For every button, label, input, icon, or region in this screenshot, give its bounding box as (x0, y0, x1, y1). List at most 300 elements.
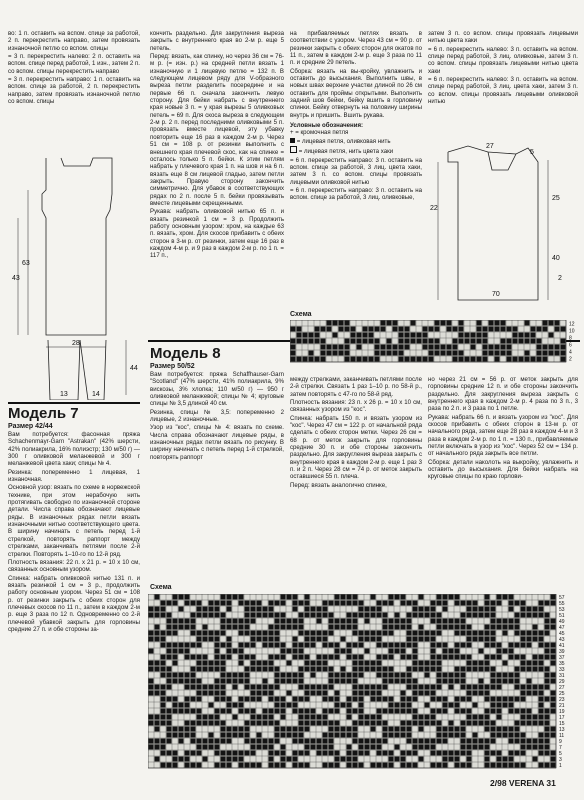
stitch-cell (521, 685, 526, 690)
stitch-cell (473, 613, 478, 618)
stitch-cell (275, 733, 280, 738)
stitch-cell (429, 327, 434, 332)
stitch-cell (251, 721, 256, 726)
stitch-cell (395, 679, 400, 684)
stitch-cell (431, 763, 436, 768)
stitch-cell (551, 703, 556, 708)
stitch-cell (179, 607, 184, 612)
stitch-cell (185, 619, 190, 624)
stitch-cell (417, 339, 422, 344)
stitch-cell (515, 631, 520, 636)
stitch-cell (173, 679, 178, 684)
row-number-label: 27 (559, 685, 565, 691)
stitch-cell (491, 667, 496, 672)
stitch-cell (431, 721, 436, 726)
stitch-cell (317, 691, 322, 696)
stitch-cell (275, 637, 280, 642)
stitch-cell (479, 667, 484, 672)
stitch-cell (491, 727, 496, 732)
stitch-cell (173, 709, 178, 714)
stitch-cell (389, 625, 394, 630)
stitch-cell (561, 357, 566, 362)
stitch-cell (555, 327, 560, 332)
stitch-cell (425, 691, 430, 696)
stitch-cell (221, 697, 226, 702)
stitch-cell (389, 757, 394, 762)
dimension-label: 70 (492, 291, 500, 298)
stitch-cell (215, 613, 220, 618)
stitch-cell (473, 691, 478, 696)
stitch-cell (269, 613, 274, 618)
stitch-cell (473, 661, 478, 666)
stitch-cell (251, 601, 256, 606)
stitch-cell (411, 339, 416, 344)
stitch-cell (389, 619, 394, 624)
stitch-cell (167, 739, 172, 744)
stitch-cell (251, 745, 256, 750)
stitch-cell (437, 739, 442, 744)
stitch-cell (365, 607, 370, 612)
stitch-cell (465, 357, 470, 362)
stitch-cell (329, 709, 334, 714)
stitch-cell (437, 655, 442, 660)
stitch-cell (377, 631, 382, 636)
stitch-cell (287, 679, 292, 684)
stitch-cell (437, 733, 442, 738)
row-number-label: 49 (559, 619, 565, 625)
stitch-cell (305, 613, 310, 618)
stitch-cell (437, 685, 442, 690)
stitch-cell (405, 327, 410, 332)
stitch-cell (233, 685, 238, 690)
stitch-cell (485, 691, 490, 696)
stitch-cell (203, 721, 208, 726)
stitch-cell (345, 345, 350, 350)
stitch-cell (431, 739, 436, 744)
stitch-cell (359, 697, 364, 702)
stitch-cell (359, 661, 364, 666)
stitch-cell (401, 679, 406, 684)
stitch-cell (461, 751, 466, 756)
stitch-cell (443, 751, 448, 756)
stitch-cell (407, 667, 412, 672)
stitch-cell (329, 733, 334, 738)
stitch-cell (419, 613, 424, 618)
stitch-cell (365, 691, 370, 696)
stitch-cell (305, 727, 310, 732)
stitch-cell (521, 691, 526, 696)
stitch-cell (179, 643, 184, 648)
stitch-cell (269, 721, 274, 726)
stitch-cell (411, 321, 416, 326)
stitch-cell (461, 697, 466, 702)
stitch-cell (303, 357, 308, 362)
stitch-cell (299, 685, 304, 690)
model7-section (8, 406, 140, 634)
stitch-cell (471, 345, 476, 350)
stitch-cell (185, 595, 190, 600)
stitch-cell (431, 751, 436, 756)
stitch-cell (453, 357, 458, 362)
stitch-cell (459, 327, 464, 332)
stitch-cell (329, 727, 334, 732)
stitch-cell (525, 339, 530, 344)
stitch-cell (197, 679, 202, 684)
stitch-cell (533, 691, 538, 696)
stitch-cell (167, 613, 172, 618)
stitch-cell (149, 691, 154, 696)
stitch-cell (185, 763, 190, 768)
stitch-cell (155, 661, 160, 666)
stitch-cell (509, 649, 514, 654)
stitch-cell (525, 357, 530, 362)
stitch-cell (269, 745, 274, 750)
stitch-cell (269, 739, 274, 744)
stitch-cell (401, 625, 406, 630)
stitch-cell (209, 715, 214, 720)
stitch-cell (423, 339, 428, 344)
stitch-cell (227, 595, 232, 600)
stitch-cell (413, 649, 418, 654)
dimension-label: 5 (530, 149, 534, 156)
stitch-cell (363, 327, 368, 332)
stitch-cell (333, 345, 338, 350)
stitch-cell (197, 613, 202, 618)
stitch-cell (561, 339, 566, 344)
stitch-cell (377, 691, 382, 696)
stitch-cell (545, 763, 550, 768)
stitch-cell (191, 733, 196, 738)
stitch-cell (473, 739, 478, 744)
stitch-cell (395, 595, 400, 600)
stitch-cell (491, 709, 496, 714)
stitch-cell (533, 667, 538, 672)
stitch-cell (215, 607, 220, 612)
stitch-cell (353, 679, 358, 684)
stitch-cell (411, 357, 416, 362)
stitch-cell (221, 619, 226, 624)
stitch-cell (155, 607, 160, 612)
stitch-cell (521, 763, 526, 768)
stitch-cell (389, 655, 394, 660)
stitch-cell (513, 333, 518, 338)
stitch-cell (239, 751, 244, 756)
stitch-cell (275, 763, 280, 768)
stitch-cell (407, 721, 412, 726)
stitch-cell (335, 601, 340, 606)
stitch-cell (185, 709, 190, 714)
stitch-cell (215, 691, 220, 696)
stitch-cell (497, 709, 502, 714)
stitch-cell (209, 667, 214, 672)
stitch-cell (407, 727, 412, 732)
stitch-cell (227, 727, 232, 732)
stitch-cell (413, 679, 418, 684)
stitch-cell (431, 601, 436, 606)
stitch-cell (233, 733, 238, 738)
stitch-cell (393, 321, 398, 326)
stitch-cell (329, 613, 334, 618)
stitch-cell (419, 739, 424, 744)
stitch-cell (191, 685, 196, 690)
stitch-cell (413, 763, 418, 768)
stitch-cell (489, 327, 494, 332)
stitch-cell (437, 601, 442, 606)
stitch-cell (539, 739, 544, 744)
stitch-cell (443, 757, 448, 762)
stitch-cell (419, 667, 424, 672)
stitch-cell (371, 715, 376, 720)
stitch-cell (155, 667, 160, 672)
stitch-cell (455, 601, 460, 606)
stitch-cell (365, 661, 370, 666)
stitch-cell (509, 643, 514, 648)
stitch-cell (191, 763, 196, 768)
stitch-cell (281, 697, 286, 702)
stitch-cell (173, 763, 178, 768)
stitch-cell (365, 649, 370, 654)
stitch-cell (227, 697, 232, 702)
stitch-cell (329, 763, 334, 768)
stitch-cell (507, 357, 512, 362)
stitch-cell (281, 655, 286, 660)
stitch-cell (521, 715, 526, 720)
stitch-cell (437, 619, 442, 624)
stitch-cell (539, 697, 544, 702)
stitch-cell (215, 679, 220, 684)
stitch-cell (473, 667, 478, 672)
stitch-cell (167, 733, 172, 738)
stitch-cell (461, 619, 466, 624)
stitch-cell (221, 679, 226, 684)
stitch-cell (359, 685, 364, 690)
stitch-cell (447, 345, 452, 350)
stitch-cell (233, 715, 238, 720)
paragraph: Перед: вязать, как спинку, но через 36 см = 76-м р. (= изн. р.) на средней петли вязать 1 изнаночную и 1 лицевую петлю = 132 п. В следующем лицевом ряду для V-образного выреза петли разделить посередине и на первые 66 п. сначала закончить левую сторону. Для бейки набрать с внутреннего края новые 3 п. = у края вырезы 5 оливковых петель = 69 п. Для скоса выреза в следующем 2-м р. 2 п. перед последними оливковыми 5 п. провязать вместе лицевой, эту убавку повторить еще 16 раз в каждом 2-м р. Через 51 см = 108 р. от резинки выполнить с внешнего края плечевой скос, как на спинке = осталось только 5 п. бейки. К этим петлям набрать у плечевого края 1 п. на шов и на 6 п. вязать еще 8 см лицевой гладью, затем петли закрыть. Правую сторону закончить симметрично. Для убавок в соответствующих рядах по 2 п. после 5 п. бейки провязывать вместе лицевыми скрещенными. (150, 53, 284, 207)
stitch-cell (497, 685, 502, 690)
stitch-cell (461, 739, 466, 744)
stitch-cell (155, 745, 160, 750)
stitch-cell (263, 721, 268, 726)
stitch-cell (521, 601, 526, 606)
stitch-cell (383, 709, 388, 714)
stitch-cell (245, 721, 250, 726)
stitch-cell (185, 649, 190, 654)
stitch-cell (239, 661, 244, 666)
stitch-cell (263, 691, 268, 696)
stitch-cell (149, 679, 154, 684)
stitch-cell (251, 613, 256, 618)
stitch-cell (501, 339, 506, 344)
stitch-cell (369, 333, 374, 338)
stitch-cell (425, 739, 430, 744)
stitch-cell (401, 727, 406, 732)
stitch-cell (491, 631, 496, 636)
stitch-cell (447, 327, 452, 332)
stitch-cell (275, 619, 280, 624)
stitch-cell (161, 721, 166, 726)
stitch-cell (527, 691, 532, 696)
stitch-cell (299, 739, 304, 744)
stitch-cell (503, 619, 508, 624)
stitch-cell (401, 619, 406, 624)
stitch-cell (467, 763, 472, 768)
stitch-cell (461, 643, 466, 648)
stitch-cell (503, 625, 508, 630)
stitch-cell (191, 625, 196, 630)
stitch-cell (263, 667, 268, 672)
stitch-cell (227, 637, 232, 642)
stitch-cell (173, 643, 178, 648)
stitch-cell (431, 631, 436, 636)
stitch-cell (551, 757, 556, 762)
stitch-cell (419, 631, 424, 636)
stitch-cell (263, 745, 268, 750)
stitch-cell (239, 697, 244, 702)
stitch-cell (437, 673, 442, 678)
stitch-cell (303, 333, 308, 338)
stitch-cell (149, 715, 154, 720)
paragraph: Спинка: набрать оливковой нитью 131 п. и вязать резинкой 1 см = 3 р., продолжить работу основным узором. Через 51 см = 108 р. от резинки закрыть с обеих сторон для плечевых скосов по 11 п., затем в каждом 2-м р. еще 3 раза по 12 п. Одновременно со 2-й плечевой убавкой закрыть для горловины средние 27 п. и обе стороны за- (8, 574, 140, 633)
stitch-cell (407, 697, 412, 702)
stitch-cell (347, 673, 352, 678)
stitch-cell (395, 673, 400, 678)
stitch-cell (551, 763, 556, 768)
stitch-cell (203, 745, 208, 750)
stitch-cell (497, 601, 502, 606)
stitch-cell (179, 625, 184, 630)
stitch-cell (515, 679, 520, 684)
stitch-cell (413, 739, 418, 744)
stitch-cell (407, 709, 412, 714)
stitch-cell (311, 691, 316, 696)
stitch-cell (455, 649, 460, 654)
stitch-cell (423, 357, 428, 362)
stitch-cell (269, 685, 274, 690)
stitch-cell (407, 733, 412, 738)
stitch-cell (485, 751, 490, 756)
stitch-cell (431, 667, 436, 672)
stitch-cell (239, 631, 244, 636)
stitch-cell (551, 727, 556, 732)
stitch-cell (245, 601, 250, 606)
stitch-cell (149, 607, 154, 612)
row-number-label: 57 (559, 595, 565, 601)
stitch-cell (383, 655, 388, 660)
stitch-cell (507, 345, 512, 350)
stitch-cell (333, 333, 338, 338)
stitch-cell (401, 649, 406, 654)
stitch-cell (305, 739, 310, 744)
stitch-cell (491, 655, 496, 660)
stitch-cell (353, 643, 358, 648)
stitch-cell (509, 619, 514, 624)
stitch-cell (239, 601, 244, 606)
stitch-cell (377, 751, 382, 756)
stitch-cell (173, 595, 178, 600)
stitch-cell (263, 631, 268, 636)
stitch-cell (365, 631, 370, 636)
stitch-cell (321, 339, 326, 344)
stitch-cell (347, 757, 352, 762)
stitch-cell (347, 727, 352, 732)
stitch-cell (413, 607, 418, 612)
stitch-cell (561, 345, 566, 350)
stitch-cell (209, 685, 214, 690)
stitch-cell (461, 745, 466, 750)
paragraph: Резинка: попеременно 1 лицевая, 1 изнаночная. (8, 468, 140, 484)
stitch-cell (467, 643, 472, 648)
symbols-title: Условные обозначения: (290, 122, 364, 130)
stitch-cell (537, 351, 542, 356)
stitch-cell (401, 691, 406, 696)
big-schema-label: Схема (150, 584, 172, 591)
stitch-cell (329, 685, 334, 690)
stitch-cell (245, 751, 250, 756)
stitch-cell (449, 727, 454, 732)
stitch-cell (221, 721, 226, 726)
stitch-cell (359, 745, 364, 750)
stitch-cell (539, 691, 544, 696)
stitch-cell (419, 757, 424, 762)
stitch-cell (509, 625, 514, 630)
stitch-cell (479, 661, 484, 666)
stitch-cell (399, 333, 404, 338)
stitch-cell (561, 327, 566, 332)
stitch-cell (281, 625, 286, 630)
stitch-cell (191, 709, 196, 714)
stitch-cell (533, 637, 538, 642)
stitch-cell (455, 625, 460, 630)
stitch-cell (545, 721, 550, 726)
stitch-cell (321, 351, 326, 356)
stitch-cell (227, 679, 232, 684)
stitch-cell (251, 667, 256, 672)
stitch-cell (167, 685, 172, 690)
stitch-cell (413, 667, 418, 672)
stitch-cell (221, 739, 226, 744)
stitch-cell (317, 739, 322, 744)
stitch-cell (291, 357, 296, 362)
stitch-cell (365, 637, 370, 642)
stitch-cell (329, 655, 334, 660)
stitch-cell (429, 351, 434, 356)
stitch-cell (221, 667, 226, 672)
stitch-cell (155, 739, 160, 744)
stitch-cell (299, 673, 304, 678)
stitch-cell (155, 715, 160, 720)
stitch-cell (545, 727, 550, 732)
stitch-cell (329, 625, 334, 630)
row-number-label: 29 (559, 679, 565, 685)
stitch-cell (215, 667, 220, 672)
stitch-cell (413, 637, 418, 642)
stitch-cell (407, 631, 412, 636)
stitch-cell (345, 351, 350, 356)
stitch-cell (431, 613, 436, 618)
stitch-cell (293, 739, 298, 744)
divider (8, 402, 140, 404)
stitch-cell (413, 691, 418, 696)
stitch-cell (401, 655, 406, 660)
stitch-cell (453, 339, 458, 344)
stitch-cell (197, 601, 202, 606)
stitch-cell (149, 631, 154, 636)
stitch-cell (179, 733, 184, 738)
stitch-cell (443, 709, 448, 714)
stitch-cell (395, 727, 400, 732)
stitch-cell (191, 667, 196, 672)
